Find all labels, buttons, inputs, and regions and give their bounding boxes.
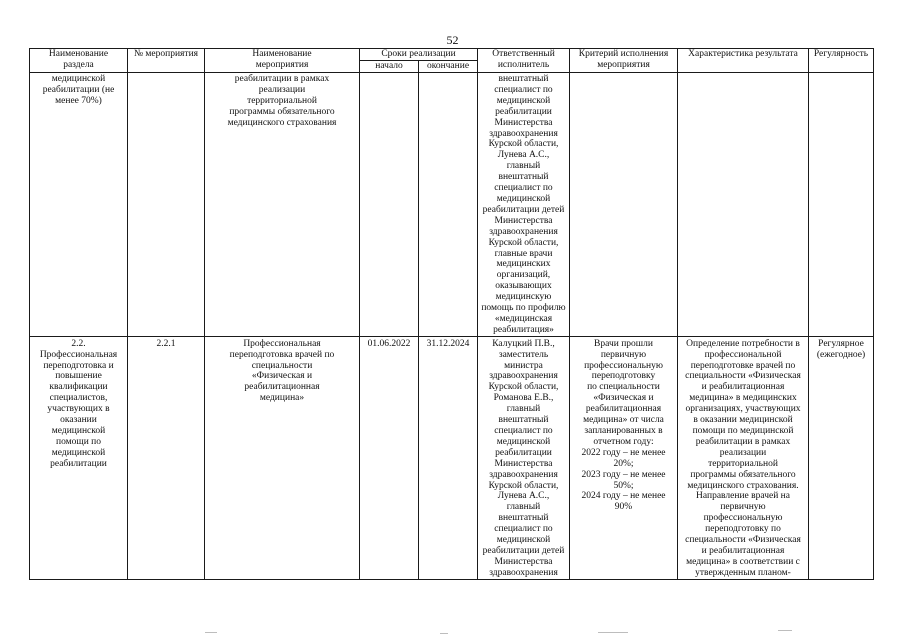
measures-table xyxy=(29,48,874,580)
cell-criterion: Врачи прошли первичную профессиональную переподготовку по специальности «Физическая и реабилитационная медицина» от числа запланированных в отчетном году: 2022 году – не менее 20%; 2023 году – не менее 50%; 2024 году – не менее 90% xyxy=(570,336,678,579)
header-event: Наименование мероприятия xyxy=(205,49,360,73)
header-number: № мероприятия xyxy=(128,49,205,73)
page-number: 52 xyxy=(446,33,459,47)
scan-artifact xyxy=(778,630,792,631)
header-section: Наименование раздела xyxy=(30,49,128,73)
cell-number xyxy=(128,73,205,337)
cell-section: медицинской реабилитации (не менее 70%) xyxy=(30,73,128,337)
header-start: начало xyxy=(360,61,419,73)
table-row xyxy=(30,73,874,337)
cell-executor: Калуцкий П.В., заместитель министра здравоохранения Курской области, Романова Е.В., главный внештатный специалист по медицинской реабилитации Министерства здравоохранения Курской области, Лунева А.С., главный внештатный специалист по медицинской реабилитации детей Министерства здравоохранения xyxy=(478,336,570,579)
scan-artifact xyxy=(440,633,448,634)
scan-artifact xyxy=(205,632,217,633)
header-result: Характеристика результата xyxy=(678,49,809,73)
cell-regularity xyxy=(809,73,874,337)
header-period: Сроки реализации xyxy=(360,49,478,61)
table-row xyxy=(30,336,874,579)
cell-end: 31.12.2024 xyxy=(419,336,478,579)
cell-number: 2.2.1 xyxy=(128,336,205,579)
cell-criterion xyxy=(570,73,678,337)
cell-start: 01.06.2022 xyxy=(360,336,419,579)
cell-executor: внештатный специалист по медицинской реабилитации Министерства здравоохранения Курской области, Лунева А.С., главный внештатный специалист по медицинской реабилитации детей Министерства здравоохранения Курской области, главные врачи медицинских организаций, оказывающих медицинскую помощь по профилю «медицинская реабилитация» xyxy=(478,73,570,337)
header-criterion: Критерий исполнения мероприятия xyxy=(570,49,678,73)
header-executor: Ответственный исполнитель xyxy=(478,49,570,73)
cell-regularity: Регулярное (ежегодное) xyxy=(809,336,874,579)
cell-event: Профессиональная переподготовка врачей по специальности «Физическая и реабилитационная медицина» xyxy=(205,336,360,579)
cell-result: Определение потребности в профессиональной переподготовке врачей по специальности «Физическая и реабилитационная медицина» в медицинских организациях, участвующих в оказании медицинской помощи по медицинской реабилитации в рамках реализации территориальной программы обязательного медицинского страхования. Направление врачей на первичную профессиональную переподготовку по специальности «Физическая и реабилитационная медицина» в соответствии с утвержденным планом- xyxy=(678,336,809,579)
cell-section: 2.2. Профессиональная переподготовка и повышение квалификации специалистов, участвующих в оказании медицинской помощи по медицинской реабилитации xyxy=(30,336,128,579)
cell-start xyxy=(360,73,419,337)
scan-artifact xyxy=(598,632,628,633)
cell-result xyxy=(678,73,809,337)
cell-event: реабилитации в рамках реализации территориальной программы обязательного медицинского страхования xyxy=(205,73,360,337)
header-end: окончание xyxy=(419,61,478,73)
cell-end xyxy=(419,73,478,337)
header-regularity: Регулярность xyxy=(809,49,874,73)
